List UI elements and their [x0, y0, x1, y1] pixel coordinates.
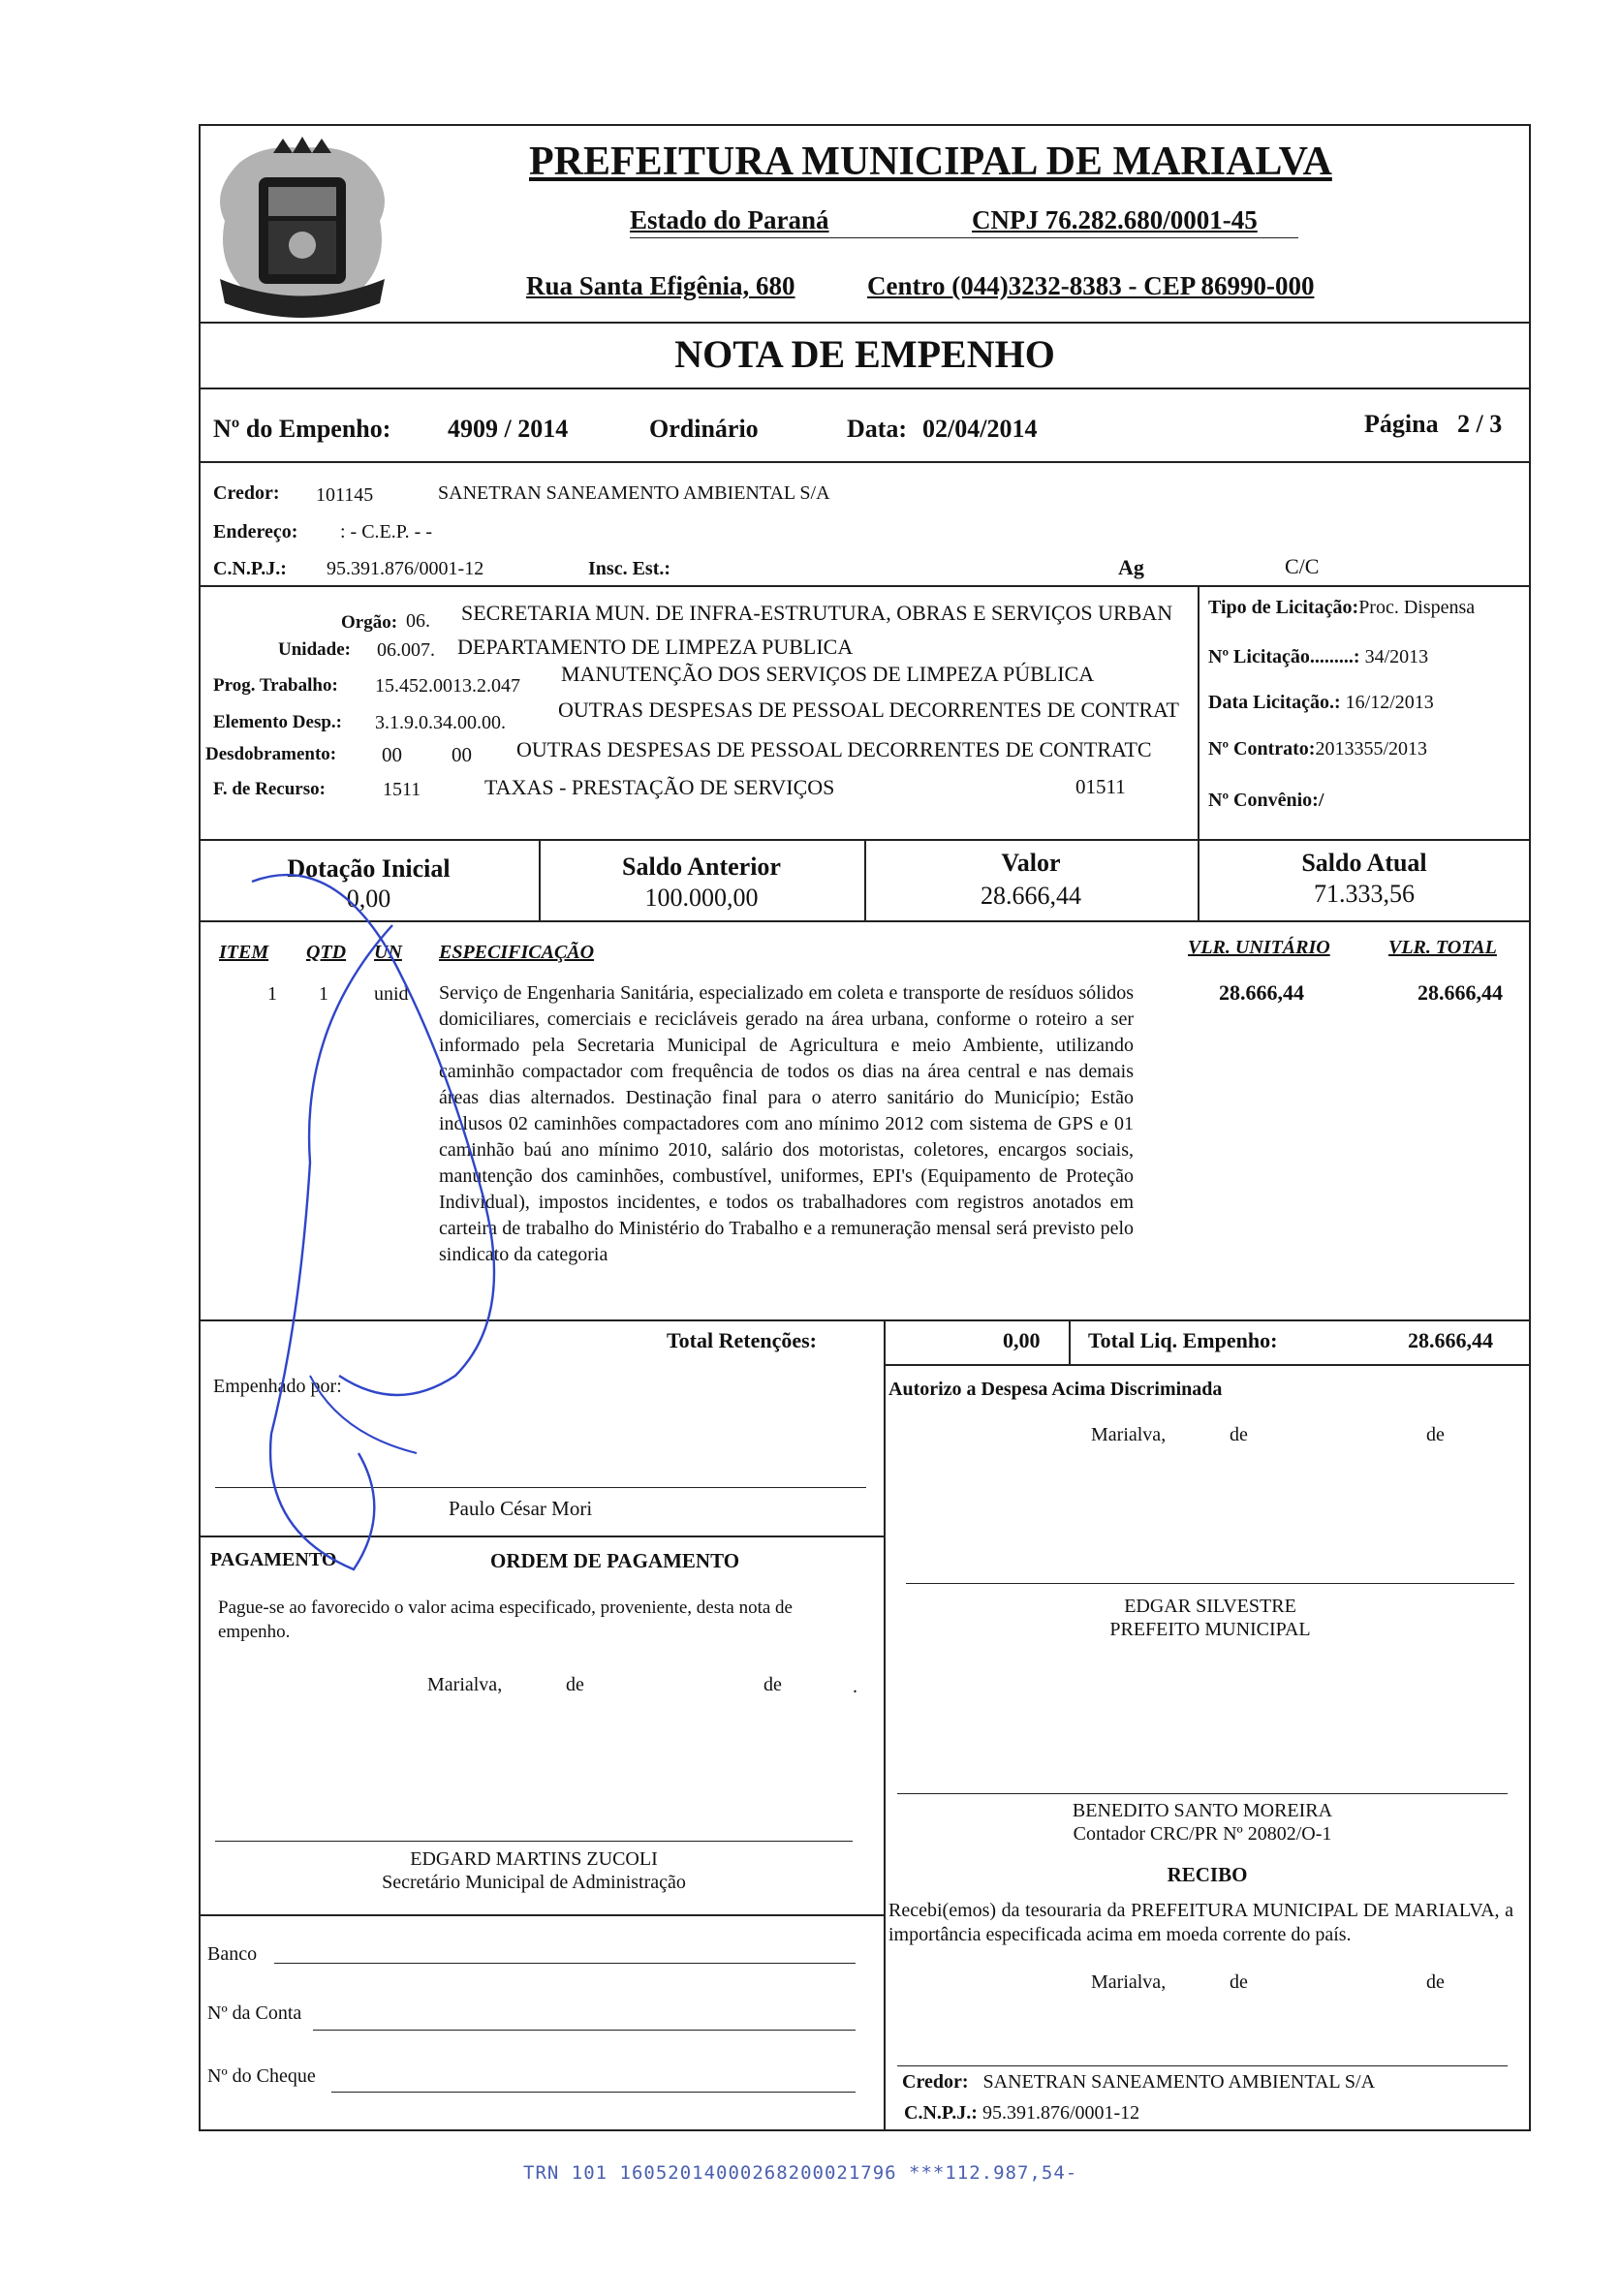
saldo-anterior-value: 100.000,00 [644, 884, 759, 912]
municipality-title: PREFEITURA MUNICIPAL DE MARIALVA [529, 140, 1332, 184]
licitacao-tipo [1208, 597, 1475, 619]
contrato-number [1208, 738, 1427, 760]
empenho-date: 02/04/2014 [922, 415, 1038, 443]
liquid-value: 28.666,44 [1408, 1328, 1493, 1352]
empenho-number: 4909 / 2014 [448, 415, 569, 443]
contrato-value: 2013355/2013 [1315, 738, 1428, 760]
ordem-pagamento-label: ORDEM DE PAGAMENTO [490, 1549, 740, 1572]
licitacao-tipo-label: Tipo de Licitação: [1208, 597, 1359, 618]
empenhado-label: Empenhado por: [213, 1376, 342, 1397]
signature-line [906, 1583, 1514, 1584]
divider [199, 1914, 884, 1916]
recibo-cnpj [904, 2102, 1139, 2125]
cheque-field[interactable] [331, 2092, 856, 2093]
prog-trabalho-code: 15.452.0013.2.047 [375, 675, 520, 697]
payment-city: Marialva, [427, 1674, 503, 1695]
empenhado-name: Paulo César Mori [449, 1497, 593, 1520]
licitacao-date [1208, 692, 1434, 714]
fonte-recurso-code-2: 01511 [1075, 775, 1126, 798]
elemento-code: 3.1.9.0.34.00.00. [375, 712, 506, 733]
divider [199, 322, 1531, 324]
recibo-credor [902, 2071, 1375, 2094]
contador-name: BENEDITO SANTO MOREIRA [1072, 1800, 1333, 1821]
divider [199, 388, 1531, 389]
divider [199, 461, 1531, 463]
col-header-unit-price: VLR. UNITÁRIO [1188, 937, 1330, 958]
empenho-number-label: Nº do Empenho: [213, 415, 391, 443]
credor-address: : - C.E.P. - - [340, 521, 432, 543]
contrato-label: Nº Contrato: [1208, 738, 1316, 760]
credor-address-label: Endereço: [213, 521, 298, 543]
account-label: C/C [1285, 554, 1320, 578]
saldo-anterior-label: Saldo Anterior [622, 853, 781, 881]
licitacao-date-label: Data Licitação.: [1208, 692, 1341, 713]
credor-label: Credor: [213, 482, 280, 504]
col-header-total: VLR. TOTAL [1388, 937, 1497, 958]
authorization-de-1: de [1230, 1424, 1248, 1445]
col-header-qtd: QTD [306, 942, 347, 963]
orgao-label: Orgão: [341, 612, 398, 633]
col-header-un: UN [374, 942, 402, 963]
desdobramento-code-2: 00 [452, 743, 472, 766]
prefeito-name: EDGAR SILVESTRE [1124, 1596, 1296, 1617]
document-title: NOTA DE EMPENHO [674, 332, 1055, 376]
recibo-de-1: de [1230, 1971, 1248, 1993]
credor-code: 101145 [316, 484, 374, 506]
banco-field[interactable] [274, 1963, 856, 1964]
divider [199, 585, 1531, 587]
agency-label: Ag [1118, 555, 1144, 579]
page-number: 2 / 3 [1457, 410, 1503, 438]
fonte-recurso-name: TAXAS - PRESTAÇÃO DE SERVIÇOS [484, 775, 835, 799]
liquid-label: Total Liq. Empenho: [1088, 1328, 1278, 1352]
valor-value: 28.666,44 [981, 882, 1081, 910]
state-underline [630, 237, 1298, 238]
desdobramento-code-1: 00 [382, 743, 402, 766]
authorization-de-2: de [1426, 1424, 1445, 1445]
signature-line [897, 1793, 1508, 1794]
orgao-code: 06. [406, 610, 430, 632]
secretario-title: Secretário Municipal de Administração [382, 1872, 686, 1893]
divider [1069, 1319, 1071, 1364]
contador-title: Contador CRC/PR Nº 20802/O-1 [1073, 1823, 1332, 1845]
municipality-contact: Centro (044)3232-8383 - CEP 86990-000 [867, 271, 1315, 300]
page-label: Página [1364, 410, 1439, 438]
municipal-coat-of-arms [205, 134, 399, 332]
municipality-cnpj: CNPJ 76.282.680/0001-45 [972, 205, 1258, 234]
credor-cnpj: 95.391.876/0001-12 [327, 558, 484, 579]
dotacao-label: Dotação Inicial [287, 854, 451, 883]
elemento-label: Elemento Desp.: [213, 712, 342, 732]
item-total: 28.666,44 [1418, 980, 1503, 1005]
desdobramento-label: Desdobramento: [205, 744, 337, 764]
licitacao-date-value: 16/12/2013 [1345, 692, 1434, 713]
desdobramento-name: OUTRAS DESPESAS DE PESSOAL DECORRENTES DE CONTRATC [516, 737, 1152, 761]
conta-label: Nº da Conta [207, 2002, 302, 2024]
licitacao-number [1208, 646, 1428, 668]
retencoes-label: Total Retenções: [667, 1328, 817, 1352]
item-unit-price: 28.666,44 [1219, 980, 1304, 1005]
saldo-atual-value: 71.333,56 [1314, 880, 1415, 908]
divider [884, 1364, 1531, 1366]
recibo-de-2: de [1426, 1971, 1445, 1993]
payment-dot: . [853, 1676, 857, 1697]
authorization-city: Marialva, [1091, 1424, 1167, 1445]
prog-trabalho-label: Prog. Trabalho: [213, 675, 338, 696]
bank-stamp-code: TRN 101 16052014000268200021796 ***112.987,54- [523, 2162, 1078, 2184]
recibo-cnpj-label: C.N.P.J.: [904, 2102, 978, 2124]
prog-trabalho-name: MANUTENÇÃO DOS SERVIÇOS DE LIMPEZA PÚBLICA [561, 662, 1095, 686]
municipality-address: Rua Santa Efigênia, 680 [526, 271, 795, 300]
divider [1198, 585, 1199, 839]
credor-name: SANETRAN SANEAMENTO AMBIENTAL S/A [438, 482, 830, 504]
autorizo-text: Autorizo a Despesa Acima Discriminada [888, 1379, 1223, 1400]
recibo-text: Recebi(emos) da tesouraria da PREFEITURA MUNICIPAL DE MARIALVA, a importância especificada acima em moeda corrente do país. [888, 1900, 1513, 1945]
banco-label: Banco [207, 1943, 258, 1965]
item-number: 1 [267, 983, 277, 1005]
empenho-type: Ordinário [649, 415, 759, 443]
handwritten-signature [194, 833, 678, 1608]
state-name: Estado do Paraná [630, 205, 829, 234]
convenio-label: Nº Convênio:/ [1208, 790, 1324, 811]
signature-line [897, 2065, 1508, 2066]
retencoes-value: 0,00 [1003, 1328, 1041, 1352]
unidade-code: 06.007. [377, 639, 435, 661]
divider [884, 1319, 886, 2131]
fonte-recurso-code: 1511 [383, 779, 421, 800]
secretario-name: EDGARD MARTINS ZUCOLI [410, 1848, 658, 1870]
payment-de-2: de [763, 1674, 782, 1695]
licitacao-number-label: Nº Licitação.........: [1208, 646, 1360, 667]
licitacao-number-value: 34/2013 [1364, 646, 1429, 667]
recibo-credor-name: SANETRAN SANEAMENTO AMBIENTAL S/A [982, 2071, 1376, 2093]
recibo-cnpj-value: 95.391.876/0001-12 [981, 2102, 1140, 2124]
recibo-city: Marialva, [1091, 1971, 1167, 1993]
recibo-label: RECIBO [1167, 1863, 1248, 1886]
cheque-label: Nº do Cheque [207, 2065, 316, 2087]
item-unit: unid [374, 983, 409, 1005]
col-header-item: ITEM [219, 942, 269, 963]
valor-label: Valor [1001, 849, 1061, 877]
signature-line [215, 1841, 853, 1842]
unidade-label: Unidade: [278, 639, 351, 660]
elemento-name: OUTRAS DESPESAS DE PESSOAL DECORRENTES DE CONTRAT [558, 698, 1179, 722]
col-header-spec: ESPECIFICAÇÃO [439, 942, 595, 963]
saldo-atual-label: Saldo Atual [1301, 849, 1427, 877]
conta-field[interactable] [313, 2030, 856, 2031]
pague-text: Pague-se ao favorecido o valor acima especificado, proveniente, desta nota de empenho. [218, 1598, 793, 1642]
recibo-credor-label: Credor: [902, 2071, 969, 2093]
payment-de-1: de [566, 1674, 584, 1695]
insc-est-label: Insc. Est.: [588, 558, 671, 579]
item-specification: Serviço de Engenharia Sanitária, especializado em coleta e transporte de resíduos sólidos domiciliares, comerciais e recicláveis gerado na área urbana, conforme o roteiro a ser informado pela Secretaria Municipal de Agricultura e meio Ambiente, utilizando caminhão compactador com frequência de todos os dias na área central e nas demais áreas dias alternados. Destinação final para o aterro sanitário do Município; Estão inclusos 02 caminhões compactadores com ano mínimo 2012 com sistema de GPS e 01 caminhão baú ano mínimo 2010, salário dos motoristas, coletores, encargos sociais, manutenção dos caminhões, combustível, uniformes, EPI's (Equipamento de Proteção Individual), impostos incidentes, e todos os trabalhadores com registros anotados em carteira de trabalho do Ministério do Trabalho e a remuneração mensal será previsto pelo sindicato da categoria [439, 982, 1134, 1265]
item-qtd: 1 [319, 983, 328, 1005]
licitacao-tipo-value: Proc. Dispensa [1358, 597, 1476, 618]
pagamento-label: PAGAMENTO [210, 1549, 337, 1570]
unidade-name: DEPARTAMENTO DE LIMPEZA PUBLICA [457, 635, 854, 659]
fonte-recurso-label: F. de Recurso: [213, 779, 326, 799]
credor-cnpj-label: C.N.P.J.: [213, 558, 287, 579]
prefeito-title: PREFEITO MUNICIPAL [1109, 1619, 1311, 1640]
empenho-date-label: Data: [847, 415, 908, 443]
orgao-name: SECRETARIA MUN. DE INFRA-ESTRUTURA, OBRAS E SERVIÇOS URBAN [461, 601, 1173, 625]
dotacao-value: 0,00 [346, 884, 391, 913]
